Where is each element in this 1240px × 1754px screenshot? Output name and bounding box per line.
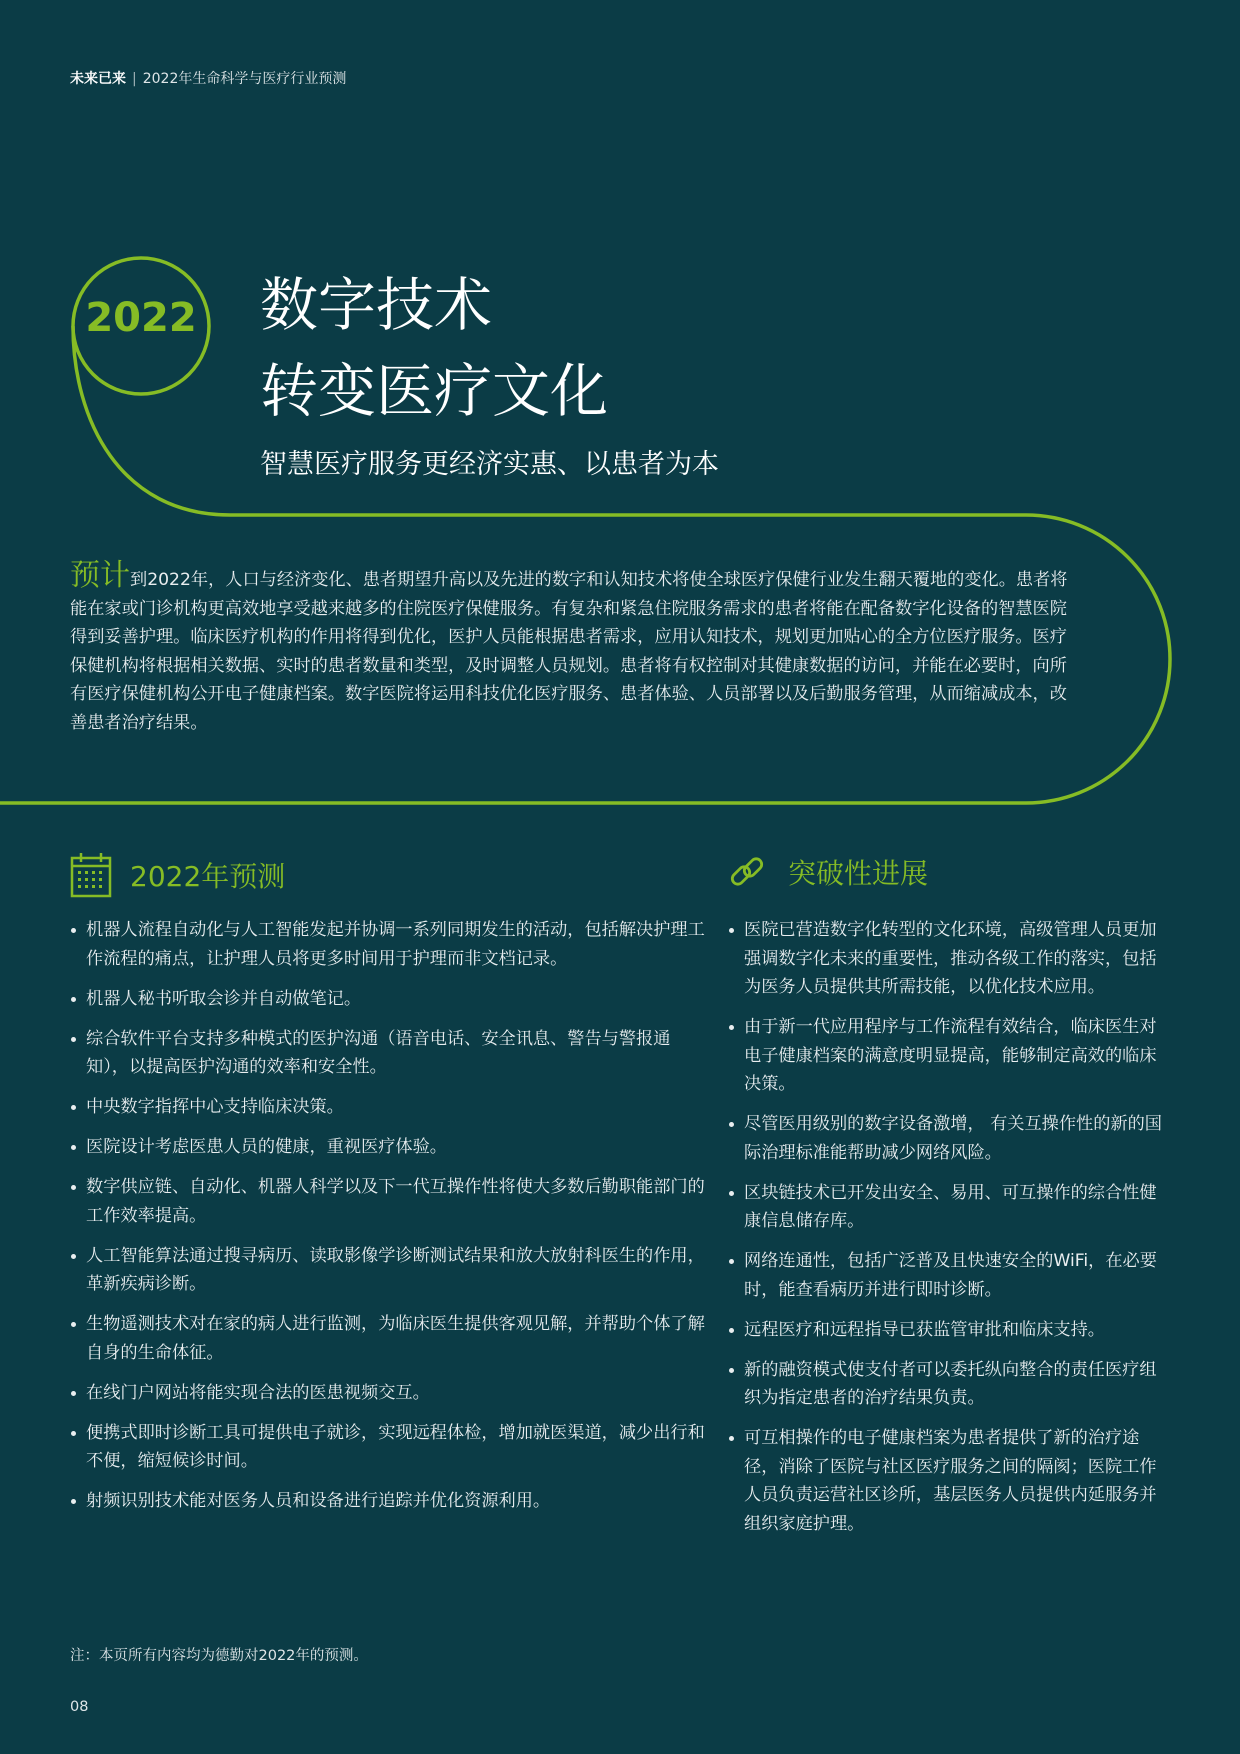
list-item: 综合软件平台支持多种模式的医护沟通（语音电话、安全讯息、警告与警报通知），以提高医护沟通的效率和安全性。 <box>70 1025 710 1082</box>
intro-lead-word: 预计 <box>70 558 130 593</box>
page-title <box>260 262 608 434</box>
list-item: 由于新一代应用程序与工作流程有效结合，临床医生对电子健康档案的满意度明显提高，能够制定高效的临床决策。 <box>728 1013 1168 1099</box>
list-item: 数字供应链、自动化、机器人科学以及下一代互操作性将使大多数后勤职能部门的工作效率提高。 <box>70 1173 710 1230</box>
page-subtitle: 智慧医疗服务更经济实惠、以患者为本 <box>260 449 719 480</box>
link-icon <box>728 853 766 891</box>
list-item: 人工智能算法通过搜寻病历、读取影像学诊断测试结果和放大放射科医生的作用，革新疾病诊断。 <box>70 1242 710 1299</box>
intro-paragraph <box>70 558 1070 737</box>
breakthroughs-heading <box>728 852 928 892</box>
list-item: 医院设计考虑医患人员的健康，重视医疗体验。 <box>70 1133 710 1162</box>
intro-text: 到2022年，人口与经济变化、患者期望升高以及先进的数字和认知技术将使全球医疗保健行业发生翻天覆地的变化。患者将能在家或门诊机构更高效地享受越来越多的住院医疗保健服务。有复杂和紧急住院服务需求的患者将能在配备数字化设备的智慧医院得到妥善护理。临床医疗机构的作用将得到优化，医护人员能根据患者需求，应用认知技术，规划更加贴心的全方位医疗服务。医疗保健机构将根据相关数据、实时的患者数量和类型，及时调整人员规划。患者将有权控制对其健康数据的访问，并能在必要时，向所有医疗保健机构公开电子健康档案。数字医院将运用科技优化医疗服务、患者体验、人员部署以及后勤服务管理，从而缩减成本，改善患者治疗结果。 <box>70 570 1068 733</box>
predictions-heading-label: 2022年预测 <box>130 860 286 893</box>
header-brand: 未来已来 <box>70 71 126 87</box>
list-item: 尽管医用级别的数字设备激增， 有关互操作性的新的国际治理标准能帮助减少网络风险。 <box>728 1110 1168 1167</box>
list-item: 机器人流程自动化与人工智能发起并协调一系列同期发生的活动，包括解决护理工作流程的痛点，让护理人员将更多时间用于护理而非文档记录。 <box>70 916 710 973</box>
title-line-2: 转变医疗文化 <box>260 357 609 425</box>
header-report-title: 2022年生命科学与医疗行业预测 <box>142 71 347 87</box>
footnote: 注：本页所有内容均为德勤对2022年的预测。 <box>70 1648 368 1664</box>
breakthroughs-heading-label: 突破性进展 <box>788 857 929 890</box>
predictions-list <box>70 916 710 1527</box>
list-item: 在线门户网站将能实现合法的医患视频交互。 <box>70 1379 710 1408</box>
title-line-1: 数字技术 <box>260 271 493 339</box>
list-item: 新的融资模式使支付者可以委托纵向整合的责任医疗组织为指定患者的治疗结果负责。 <box>728 1356 1168 1413</box>
list-item: 生物遥测技术对在家的病人进行监测，为临床医生提供客观见解，并帮助个体了解自身的生命体征。 <box>70 1310 710 1367</box>
year-badge: 2022 <box>85 295 197 341</box>
breakthroughs-list <box>728 916 1168 1550</box>
calendar-icon <box>70 852 112 898</box>
list-item: 区块链技术已开发出安全、易用、可互操作的综合性健康信息储存库。 <box>728 1179 1168 1236</box>
list-item: 中央数字指挥中心支持临床决策。 <box>70 1093 710 1122</box>
page-number: 08 <box>70 1699 89 1715</box>
list-item: 远程医疗和远程指导已获监管审批和临床支持。 <box>728 1316 1168 1345</box>
list-item: 机器人秘书听取会诊并自动做笔记。 <box>70 985 710 1014</box>
list-item: 医院已营造数字化转型的文化环境，高级管理人员更加强调数字化未来的重要性，推动各级工作的落实，包括为医务人员提供其所需技能，以优化技术应用。 <box>728 916 1168 1002</box>
header-separator: | <box>132 71 137 87</box>
list-item: 便携式即时诊断工具可提供电子就诊，实现远程体检，增加就医渠道，减少出行和不便，缩短候诊时间。 <box>70 1419 710 1476</box>
list-item: 可互相操作的电子健康档案为患者提供了新的治疗途径，消除了医院与社区医疗服务之间的隔阂；医院工作人员负责运营社区诊所，基层医务人员提供内延服务并组织家庭护理。 <box>728 1424 1168 1538</box>
predictions-heading <box>70 852 285 898</box>
list-item: 网络连通性，包括广泛普及且快速安全的WiFi，在必要时，能查看病历并进行即时诊断。 <box>728 1247 1168 1304</box>
list-item: 射频识别技术能对医务人员和设备进行追踪并优化资源利用。 <box>70 1487 710 1516</box>
